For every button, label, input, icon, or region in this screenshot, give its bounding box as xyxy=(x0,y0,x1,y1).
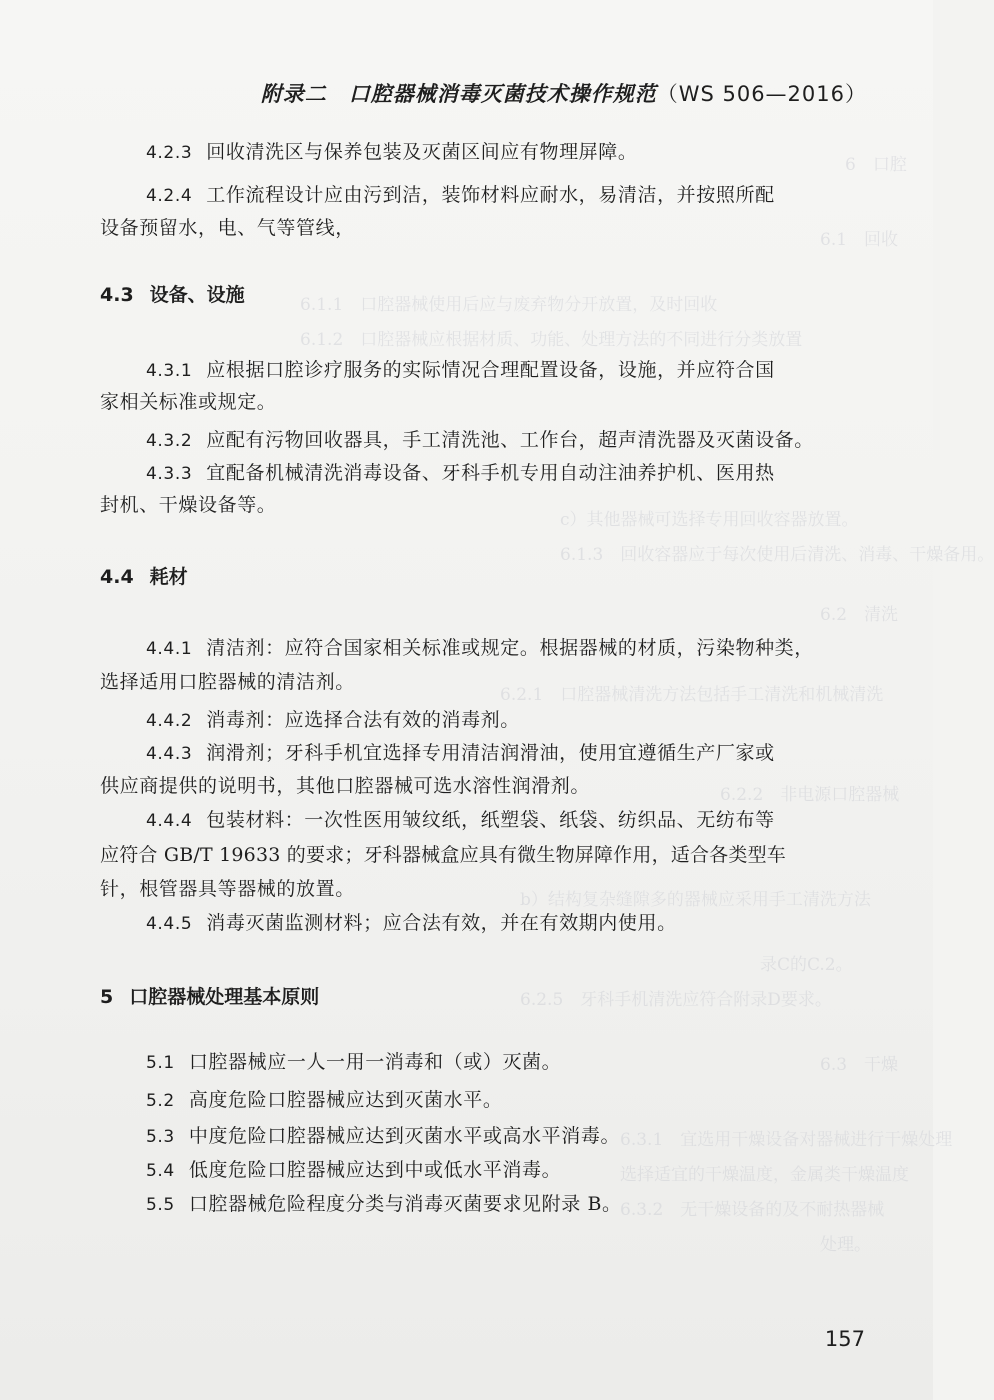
clause-4-3-3 xyxy=(146,458,775,485)
clause-text-line-1: 包装材料：一次性医用皱纹纸，纸塑袋、纸袋、纺织品、无纺布等 xyxy=(206,809,775,831)
clause-number: 5.3 xyxy=(146,1127,175,1147)
clause-text: 口腔器械危险程度分类与消毒灭菌要求见附录 B。 xyxy=(188,1193,622,1215)
bleed-through-text: 6.3 干燥 xyxy=(820,1055,899,1075)
clause-text: 口腔器械应一人一用一消毒和（或）灭菌。 xyxy=(188,1051,562,1073)
clause-number: 5.2 xyxy=(146,1091,175,1111)
clause-text: 低度危险口腔器械应达到中或低水平消毒。 xyxy=(188,1159,562,1181)
section-heading-5 xyxy=(100,982,319,1009)
bleed-through-text: b）结构复杂缝隙多的器械应采用手工清洗方法 xyxy=(520,890,871,910)
clause-text-line-2: 设备预留水，电、气等管线， xyxy=(100,217,355,239)
bleed-through-text: 6.2.5 牙科手机清洗应符合附录D要求。 xyxy=(520,990,832,1010)
heading-number: 4.4 xyxy=(100,566,134,588)
clause-text: 中度危险口腔器械应达到灭菌水平或高水平消毒。 xyxy=(188,1125,621,1147)
bleed-through-text: 6.3.2 无干燥设备的及不耐热器械 xyxy=(620,1200,885,1220)
clause-5-3 xyxy=(146,1121,620,1148)
clause-text: 回收清洗区与保养包装及灭菌区间应有物理屏障。 xyxy=(206,141,638,163)
bleed-through-text: 选择适宜的干燥温度，金属类干燥温度 xyxy=(620,1165,909,1185)
clause-number: 5.5 xyxy=(146,1195,175,1215)
section-heading-4-3 xyxy=(100,280,245,307)
clause-4-2-4 xyxy=(146,180,775,207)
clause-5-5 xyxy=(146,1189,622,1216)
clause-number: 4.4.3 xyxy=(146,744,193,764)
clause-number: 4.4.1 xyxy=(146,639,193,659)
running-head-standard-code: （WS 506—2016） xyxy=(656,82,867,106)
heading-title: 耗材 xyxy=(149,566,188,588)
clause-text-line-2: 封机、干燥设备等。 xyxy=(100,494,277,516)
clause-text-line-2: 家相关标准或规定。 xyxy=(100,391,277,413)
clause-number: 4.4.2 xyxy=(146,711,193,731)
bleed-through-text: 处理。 xyxy=(820,1235,871,1255)
bleed-through-text: 6.2 清洗 xyxy=(820,605,899,625)
clause-5-2 xyxy=(146,1085,502,1112)
clause-4-4-1 xyxy=(146,633,814,660)
clause-text-line-1: 润滑剂；牙科手机宜选择专用清洁润滑油，使用宜遵循生产厂家或 xyxy=(206,742,775,764)
clause-4-4-3 xyxy=(146,738,775,765)
clause-number: 5.4 xyxy=(146,1161,175,1181)
clause-text: 消毒灭菌监测材料；应合法有效，并在有效期内使用。 xyxy=(206,912,677,934)
bleed-through-text: 6.1.3 回收容器应于每次使用后清洗、消毒、干燥备用。 xyxy=(560,545,994,565)
clause-text-line-2: 供应商提供的说明书，其他口腔器械可选水溶性润滑剂。 xyxy=(100,775,591,797)
clause-text-line-1: 宜配备机械清洗消毒设备、牙科手机专用自动注油养护机、医用热 xyxy=(206,462,775,484)
clause-4-4-4 xyxy=(146,805,775,832)
clause-text: 应配有污物回收器具，手工清洗池、工作台，超声清洗器及灭菌设备。 xyxy=(206,429,814,451)
clause-text-line-1: 应根据口腔诊疗服务的实际情况合理配置设备，设施，并应符合国 xyxy=(206,359,775,381)
clause-number: 4.4.4 xyxy=(146,811,193,831)
clause-number: 4.4.5 xyxy=(146,914,193,934)
clause-5-1 xyxy=(146,1047,561,1074)
section-heading-4-4 xyxy=(100,562,188,589)
heading-number: 5 xyxy=(100,986,114,1008)
bleed-through-text: 录C的C.2。 xyxy=(760,955,853,975)
heading-title: 口腔器械处理基本原则 xyxy=(129,986,320,1008)
bleed-through-text: 6 口腔 xyxy=(845,155,907,175)
clause-number: 4.3.1 xyxy=(146,361,193,381)
clause-text-line-1: 清洁剂：应符合国家相关标准或规定。根据器械的材质，污染物种类， xyxy=(206,637,814,659)
bleed-through-text: 6.1.1 口腔器械使用后应与废弃物分开放置，及时回收 xyxy=(300,295,718,315)
clause-number: 4.2.4 xyxy=(146,186,193,206)
heading-title: 设备、设施 xyxy=(149,284,245,306)
bleed-through-text: 6.2.1 口腔器械清洗方法包括手工清洗和机械清洗 xyxy=(500,685,884,705)
bleed-through-text: c）其他器械可选择专用回收容器放置。 xyxy=(560,510,859,530)
bleed-through-text: 6.3.1 宜选用干燥设备对器械进行干燥处理 xyxy=(620,1130,953,1150)
bleed-through-text: 6.1.2 口腔器械应根据材质、功能、处理方法的不同进行分类放置 xyxy=(300,330,803,350)
clause-4-4-5 xyxy=(146,908,677,935)
clause-number: 5.1 xyxy=(146,1053,175,1073)
running-head xyxy=(261,78,867,108)
clause-number: 4.3.2 xyxy=(146,431,193,451)
clause-4-3-1 xyxy=(146,355,775,382)
clause-number: 4.3.3 xyxy=(146,464,193,484)
clause-text-line-2: 应符合 GB/T 19633 的要求；牙科器械盒应具有微生物屏障作用，适合各类型车 xyxy=(100,844,786,866)
clause-5-4 xyxy=(146,1155,561,1182)
clause-4-3-2 xyxy=(146,425,814,452)
page-number: 157 xyxy=(824,1327,865,1351)
clause-number: 4.2.3 xyxy=(146,143,193,163)
clause-text-line-1: 工作流程设计应由污到洁，装饰材料应耐水，易清洁，并按照所配 xyxy=(206,184,775,206)
clause-text-line-2: 选择适用口腔器械的清洁剂。 xyxy=(100,671,355,693)
bleed-through-text: 6.1 回收 xyxy=(820,230,899,250)
clause-4-2-3 xyxy=(146,137,637,164)
running-head-title: 附录二 口腔器械消毒灭菌技术操作规范 xyxy=(260,81,657,106)
clause-text: 高度危险口腔器械应达到灭菌水平。 xyxy=(188,1089,503,1111)
heading-number: 4.3 xyxy=(100,284,134,306)
clause-4-4-2 xyxy=(146,705,520,732)
bleed-through-text: 6.2.2 非电源口腔器械 xyxy=(720,785,900,805)
clause-text-line-3: 针，根管器具等器械的放置。 xyxy=(100,878,355,900)
clause-text: 消毒剂：应选择合法有效的消毒剂。 xyxy=(206,709,520,731)
